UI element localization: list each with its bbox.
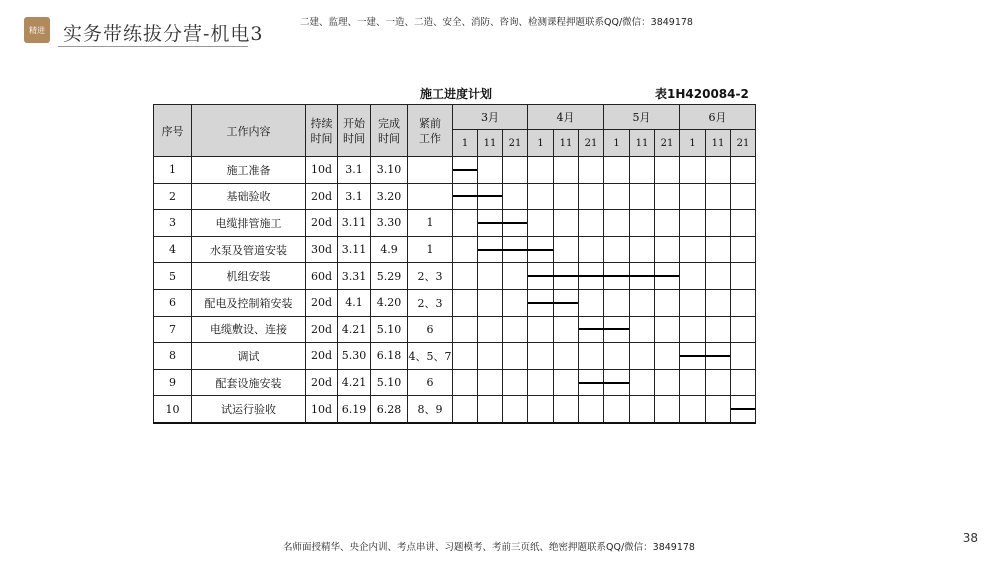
period-cell bbox=[453, 210, 478, 237]
schedule-bar bbox=[603, 382, 629, 384]
period-cell bbox=[579, 263, 604, 290]
period-cell bbox=[604, 289, 630, 316]
row-start: 3.1 bbox=[338, 157, 371, 184]
period-cell bbox=[731, 343, 756, 370]
period-cell bbox=[706, 236, 731, 263]
row-predecessor: 4、5、7 bbox=[408, 343, 453, 370]
logo-text: 精进 bbox=[29, 25, 45, 35]
row-seq: 8 bbox=[154, 343, 192, 370]
day-header: 11 bbox=[554, 130, 579, 157]
period-cell bbox=[604, 183, 630, 210]
day-header: 1 bbox=[453, 130, 478, 157]
row-task: 机组安装 bbox=[192, 263, 306, 290]
schedule-bar bbox=[578, 275, 604, 277]
period-cell bbox=[706, 289, 731, 316]
period-cell bbox=[453, 396, 478, 423]
period-cell bbox=[655, 343, 680, 370]
period-cell bbox=[528, 236, 554, 263]
period-cell bbox=[554, 369, 579, 396]
period-cell bbox=[554, 236, 579, 263]
row-seq: 6 bbox=[154, 289, 192, 316]
schedule-bar bbox=[528, 275, 554, 277]
row-task: 水泵及管道安装 bbox=[192, 236, 306, 263]
period-cell bbox=[706, 396, 731, 423]
day-header: 11 bbox=[706, 130, 731, 157]
day-header: 21 bbox=[731, 130, 756, 157]
row-start: 4.21 bbox=[338, 369, 371, 396]
row-task: 施工准备 bbox=[192, 157, 306, 184]
day-header: 21 bbox=[655, 130, 680, 157]
period-cell bbox=[503, 369, 528, 396]
period-cell bbox=[706, 157, 731, 184]
period-cell bbox=[731, 396, 756, 423]
period-cell bbox=[604, 263, 630, 290]
period-cell bbox=[655, 396, 680, 423]
row-finish: 6.18 bbox=[371, 343, 408, 370]
period-cell bbox=[579, 157, 604, 184]
day-header: 11 bbox=[630, 130, 655, 157]
table-id: 表1H420084-2 bbox=[655, 87, 749, 101]
row-duration: 60d bbox=[306, 263, 338, 290]
row-predecessor: 2、3 bbox=[408, 263, 453, 290]
period-cell bbox=[503, 263, 528, 290]
row-start: 5.30 bbox=[338, 343, 371, 370]
period-cell bbox=[680, 263, 706, 290]
period-cell bbox=[453, 369, 478, 396]
period-cell bbox=[503, 289, 528, 316]
period-cell bbox=[731, 263, 756, 290]
row-seq: 4 bbox=[154, 236, 192, 263]
period-cell bbox=[554, 316, 579, 343]
row-start: 3.31 bbox=[338, 263, 371, 290]
schedule-bar bbox=[705, 355, 730, 357]
schedule-bar bbox=[579, 328, 604, 330]
period-cell bbox=[630, 157, 655, 184]
row-task: 基础验收 bbox=[192, 183, 306, 210]
period-cell bbox=[706, 369, 731, 396]
title-underline bbox=[58, 46, 248, 47]
table-row bbox=[154, 183, 756, 210]
period-cell bbox=[731, 210, 756, 237]
period-cell bbox=[706, 183, 731, 210]
header-finish-line1: 完成 bbox=[378, 116, 400, 130]
row-finish: 6.28 bbox=[371, 396, 408, 423]
period-cell bbox=[528, 289, 554, 316]
row-seq: 7 bbox=[154, 316, 192, 343]
period-cell bbox=[680, 236, 706, 263]
period-cell bbox=[528, 210, 554, 237]
row-seq: 2 bbox=[154, 183, 192, 210]
period-cell bbox=[453, 343, 478, 370]
gantt-table bbox=[153, 104, 756, 424]
period-cell bbox=[554, 396, 579, 423]
day-header: 1 bbox=[604, 130, 630, 157]
header-start-line1: 开始 bbox=[343, 116, 365, 130]
table-row bbox=[154, 343, 756, 370]
row-predecessor bbox=[408, 183, 453, 210]
schedule-bar bbox=[478, 222, 503, 224]
period-cell bbox=[706, 343, 731, 370]
header-pred-line2: 工作 bbox=[419, 131, 441, 145]
period-cell bbox=[655, 263, 680, 290]
month-header: 5月 bbox=[604, 105, 680, 130]
row-duration: 20d bbox=[306, 210, 338, 237]
schedule-bar bbox=[477, 195, 502, 197]
day-header: 1 bbox=[680, 130, 706, 157]
period-cell bbox=[579, 210, 604, 237]
schedule-bar bbox=[654, 275, 679, 277]
row-predecessor: 1 bbox=[408, 236, 453, 263]
period-cell bbox=[731, 157, 756, 184]
period-cell bbox=[453, 236, 478, 263]
row-finish: 5.10 bbox=[371, 316, 408, 343]
period-cell bbox=[554, 289, 579, 316]
period-cell bbox=[655, 369, 680, 396]
row-predecessor bbox=[408, 157, 453, 184]
row-task: 电缆排管施工 bbox=[192, 210, 306, 237]
period-cell bbox=[503, 210, 528, 237]
period-cell bbox=[630, 369, 655, 396]
schedule-bar bbox=[502, 222, 527, 224]
row-task: 试运行验收 bbox=[192, 396, 306, 423]
period-cell bbox=[731, 316, 756, 343]
month-header: 6月 bbox=[680, 105, 756, 130]
table-row bbox=[154, 236, 756, 263]
row-task: 配套设施安装 bbox=[192, 369, 306, 396]
schedule-bar bbox=[579, 382, 604, 384]
row-seq: 3 bbox=[154, 210, 192, 237]
table-row bbox=[154, 396, 756, 423]
period-cell bbox=[680, 316, 706, 343]
header-pred-line1: 紧前 bbox=[419, 116, 441, 130]
period-cell bbox=[630, 316, 655, 343]
period-cell bbox=[554, 183, 579, 210]
header-predecessor bbox=[408, 105, 453, 157]
period-cell bbox=[680, 343, 706, 370]
period-cell bbox=[604, 343, 630, 370]
period-cell bbox=[503, 157, 528, 184]
period-cell bbox=[453, 289, 478, 316]
period-cell bbox=[655, 289, 680, 316]
period-cell bbox=[478, 157, 503, 184]
row-seq: 1 bbox=[154, 157, 192, 184]
row-duration: 20d bbox=[306, 343, 338, 370]
period-cell bbox=[478, 396, 503, 423]
row-finish: 5.10 bbox=[371, 369, 408, 396]
row-duration: 20d bbox=[306, 316, 338, 343]
period-cell bbox=[554, 263, 579, 290]
month-header: 4月 bbox=[528, 105, 604, 130]
period-cell bbox=[453, 263, 478, 290]
period-cell bbox=[630, 210, 655, 237]
period-cell bbox=[655, 236, 680, 263]
period-cell bbox=[503, 343, 528, 370]
period-cell bbox=[680, 157, 706, 184]
period-cell bbox=[528, 263, 554, 290]
period-cell bbox=[554, 210, 579, 237]
header-start bbox=[338, 105, 371, 157]
bottom-banner: 名师面授精华、央企内训、考点串讲、习题模考、考前三页纸、绝密押题联系QQ/微信：3849178 bbox=[283, 542, 695, 553]
header-duration-line2: 时间 bbox=[310, 131, 333, 145]
schedule-bar bbox=[629, 275, 655, 277]
period-cell bbox=[655, 316, 680, 343]
header-finish-line2: 时间 bbox=[378, 131, 400, 145]
schedule-bar bbox=[453, 169, 477, 171]
header-seq: 序号 bbox=[154, 105, 192, 157]
header-duration-line1: 持续 bbox=[310, 116, 333, 130]
period-cell bbox=[478, 343, 503, 370]
period-cell bbox=[503, 183, 528, 210]
row-duration: 20d bbox=[306, 369, 338, 396]
period-cell bbox=[655, 183, 680, 210]
schedule-bar bbox=[478, 249, 503, 251]
row-predecessor: 2、3 bbox=[408, 289, 453, 316]
schedule-bar bbox=[553, 275, 579, 277]
slide-title: 实务带练拔分营-机电3 bbox=[63, 23, 264, 45]
logo bbox=[24, 17, 50, 43]
row-task: 配电及控制箱安装 bbox=[192, 289, 306, 316]
schedule-bar bbox=[603, 328, 629, 330]
period-cell bbox=[579, 396, 604, 423]
day-header: 21 bbox=[503, 130, 528, 157]
schedule-bar bbox=[553, 302, 578, 304]
row-duration: 10d bbox=[306, 396, 338, 423]
header-duration bbox=[306, 105, 338, 157]
period-cell bbox=[579, 316, 604, 343]
row-seq: 9 bbox=[154, 369, 192, 396]
day-header: 11 bbox=[478, 130, 503, 157]
period-cell bbox=[579, 369, 604, 396]
row-finish: 3.10 bbox=[371, 157, 408, 184]
table-row bbox=[154, 369, 756, 396]
period-cell bbox=[630, 289, 655, 316]
top-banner: 二建、监理、一建、一造、二造、安全、消防、咨询、检测课程押题联系QQ/微信：3849178 bbox=[300, 17, 693, 28]
header-start-line2: 时间 bbox=[343, 131, 365, 145]
row-start: 6.19 bbox=[338, 396, 371, 423]
period-cell bbox=[453, 316, 478, 343]
period-cell bbox=[528, 316, 554, 343]
row-finish: 4.9 bbox=[371, 236, 408, 263]
period-cell bbox=[655, 210, 680, 237]
table-row bbox=[154, 289, 756, 316]
row-predecessor: 8、9 bbox=[408, 396, 453, 423]
period-cell bbox=[554, 157, 579, 184]
period-cell bbox=[528, 183, 554, 210]
period-cell bbox=[680, 210, 706, 237]
period-cell bbox=[604, 369, 630, 396]
period-cell bbox=[604, 396, 630, 423]
row-start: 4.21 bbox=[338, 316, 371, 343]
table-row bbox=[154, 263, 756, 290]
row-duration: 20d bbox=[306, 183, 338, 210]
period-cell bbox=[655, 157, 680, 184]
period-cell bbox=[579, 289, 604, 316]
period-cell bbox=[554, 343, 579, 370]
period-cell bbox=[731, 289, 756, 316]
row-task: 调试 bbox=[192, 343, 306, 370]
period-cell bbox=[478, 289, 503, 316]
period-cell bbox=[503, 236, 528, 263]
period-cell bbox=[680, 396, 706, 423]
table-row bbox=[154, 316, 756, 343]
period-cell bbox=[604, 316, 630, 343]
row-finish: 4.20 bbox=[371, 289, 408, 316]
period-cell bbox=[706, 210, 731, 237]
period-cell bbox=[731, 369, 756, 396]
period-cell bbox=[630, 343, 655, 370]
period-cell bbox=[706, 316, 731, 343]
schedule-bar bbox=[731, 408, 755, 410]
row-seq: 10 bbox=[154, 396, 192, 423]
period-cell bbox=[680, 183, 706, 210]
row-duration: 30d bbox=[306, 236, 338, 263]
period-cell bbox=[528, 369, 554, 396]
table-row bbox=[154, 210, 756, 237]
schedule-bar bbox=[502, 249, 528, 251]
row-start: 4.1 bbox=[338, 289, 371, 316]
row-finish: 3.30 bbox=[371, 210, 408, 237]
period-cell bbox=[478, 369, 503, 396]
period-cell bbox=[706, 263, 731, 290]
period-cell bbox=[630, 236, 655, 263]
period-cell bbox=[630, 183, 655, 210]
period-cell bbox=[630, 263, 655, 290]
schedule-bar bbox=[527, 249, 553, 251]
table-row bbox=[154, 157, 756, 184]
period-cell bbox=[478, 183, 503, 210]
period-cell bbox=[579, 343, 604, 370]
row-predecessor: 1 bbox=[408, 210, 453, 237]
table-title: 施工进度计划 bbox=[420, 87, 493, 101]
row-start: 3.1 bbox=[338, 183, 371, 210]
row-task: 电缆敷设、连接 bbox=[192, 316, 306, 343]
period-cell bbox=[604, 210, 630, 237]
period-cell bbox=[503, 396, 528, 423]
schedule-bar bbox=[528, 302, 554, 304]
period-cell bbox=[478, 210, 503, 237]
period-cell bbox=[478, 263, 503, 290]
row-finish: 5.29 bbox=[371, 263, 408, 290]
period-cell bbox=[604, 157, 630, 184]
period-cell bbox=[680, 289, 706, 316]
page-number: 38 bbox=[962, 531, 978, 545]
period-cell bbox=[731, 183, 756, 210]
period-cell bbox=[478, 236, 503, 263]
period-cell bbox=[579, 183, 604, 210]
schedule-bar bbox=[680, 355, 706, 357]
row-seq: 5 bbox=[154, 263, 192, 290]
schedule-bar bbox=[603, 275, 630, 277]
period-cell bbox=[731, 236, 756, 263]
day-header: 1 bbox=[528, 130, 554, 157]
period-cell bbox=[604, 236, 630, 263]
day-header: 21 bbox=[579, 130, 604, 157]
header-task: 工作内容 bbox=[192, 105, 306, 157]
period-cell bbox=[630, 396, 655, 423]
period-cell bbox=[579, 236, 604, 263]
period-cell bbox=[528, 343, 554, 370]
period-cell bbox=[503, 316, 528, 343]
period-cell bbox=[453, 157, 478, 184]
row-predecessor: 6 bbox=[408, 316, 453, 343]
row-predecessor: 6 bbox=[408, 369, 453, 396]
row-finish: 3.20 bbox=[371, 183, 408, 210]
period-cell bbox=[453, 183, 478, 210]
row-duration: 20d bbox=[306, 289, 338, 316]
row-duration: 10d bbox=[306, 157, 338, 184]
row-start: 3.11 bbox=[338, 236, 371, 263]
period-cell bbox=[528, 396, 554, 423]
period-cell bbox=[478, 316, 503, 343]
month-header: 3月 bbox=[453, 105, 528, 130]
schedule-bar bbox=[453, 195, 478, 197]
period-cell bbox=[528, 157, 554, 184]
header-finish bbox=[371, 105, 408, 157]
row-start: 3.11 bbox=[338, 210, 371, 237]
period-cell bbox=[680, 369, 706, 396]
